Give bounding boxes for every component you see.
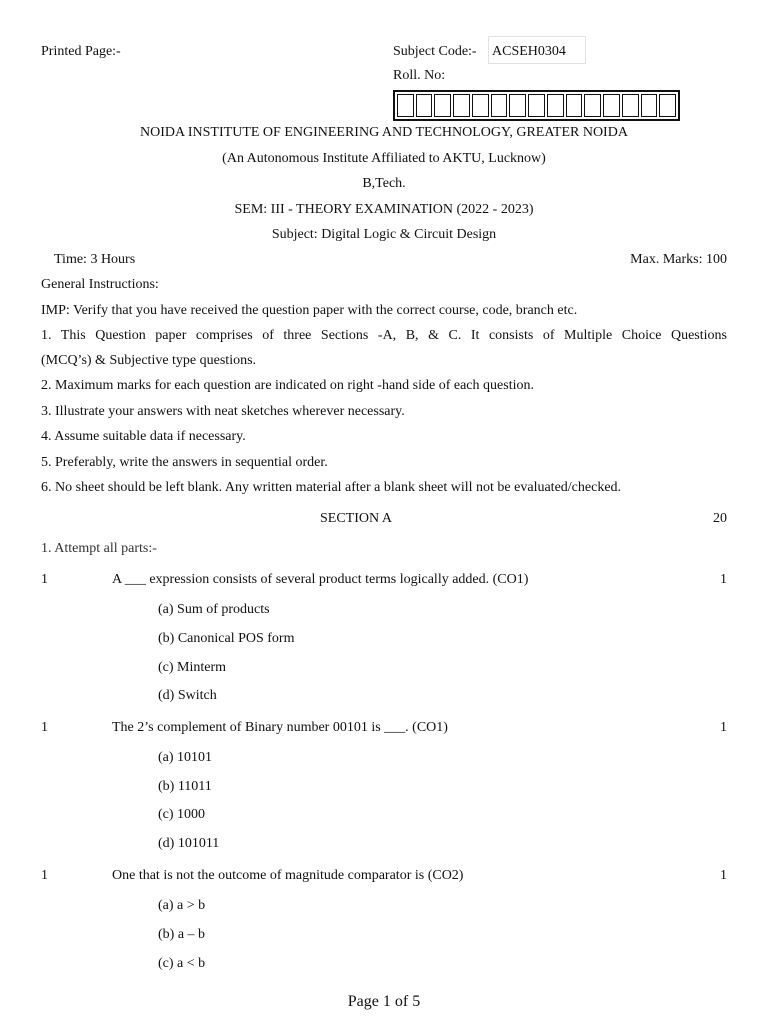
roll-number-cell[interactable] — [641, 94, 658, 117]
program-name: B,Tech. — [362, 176, 406, 191]
roll-number-cell[interactable] — [622, 94, 639, 117]
instruction-1-line-1: 1. This Question paper comprises of three Sections -A, B, & C. It consists of Multiple Choice Questions — [41, 328, 727, 343]
option: (d) Switch — [158, 688, 217, 703]
section-title: SECTION A — [320, 511, 392, 526]
question-number: 1 — [41, 868, 48, 883]
exam-title: SEM: III - THEORY EXAMINATION (2022 - 2023) — [234, 202, 534, 217]
question-text: One that is not the outcome of magnitude comparator is (CO2) — [112, 868, 464, 883]
roll-number-cell[interactable] — [509, 94, 526, 117]
roll-number-cell[interactable] — [434, 94, 451, 117]
option: (b) 11011 — [158, 779, 212, 794]
roll-number-cell[interactable] — [603, 94, 620, 117]
printed-page-label: Printed Page:- — [41, 44, 121, 59]
subject-code-label: Subject Code:- — [393, 44, 477, 59]
roll-number-cell[interactable] — [566, 94, 583, 117]
option: (d) 101011 — [158, 836, 220, 851]
instruction-imp: IMP: Verify that you have received the question paper with the correct course, code, branch etc. — [41, 303, 578, 318]
subject-title: Subject: Digital Logic & Circuit Design — [271, 227, 497, 242]
roll-number-cell[interactable] — [491, 94, 508, 117]
option: (c) Minterm — [158, 660, 227, 675]
option: (c) a < b — [158, 956, 206, 971]
roll-number-cell[interactable] — [584, 94, 601, 117]
roll-no-label: Roll. No: — [393, 68, 446, 83]
question-text: A ___ expression consists of several product terms logically added. (CO1) — [112, 572, 529, 587]
question-marks: 1 — [720, 720, 727, 735]
option: (a) 10101 — [158, 750, 213, 765]
question-marks: 1 — [720, 868, 727, 883]
roll-number-grid[interactable] — [393, 90, 680, 121]
option: (b) Canonical POS form — [158, 631, 295, 646]
max-marks-label: Max. Marks: 100 — [630, 252, 727, 267]
roll-number-cell[interactable] — [659, 94, 676, 117]
question-number: 1 — [41, 572, 48, 587]
option: (a) Sum of products — [158, 602, 270, 617]
institute-affiliation: (An Autonomous Institute Affiliated to AKTU, Lucknow) — [222, 151, 546, 166]
roll-number-cell[interactable] — [397, 94, 414, 117]
option: (a) a > b — [158, 898, 206, 913]
roll-number-cell[interactable] — [547, 94, 564, 117]
question-text: The 2’s complement of Binary number 00101 is ___. (CO1) — [112, 720, 448, 735]
question-number: 1 — [41, 720, 48, 735]
attempt-instruction: 1. Attempt all parts:- — [41, 541, 157, 556]
roll-number-cell[interactable] — [416, 94, 433, 117]
question-marks: 1 — [720, 572, 727, 587]
institute-name: NOIDA INSTITUTE OF ENGINEERING AND TECHNOLOGY, GREATER NOIDA — [140, 125, 628, 140]
instruction-5: 5. Preferably, write the answers in sequential order. — [41, 455, 328, 470]
section-marks: 20 — [713, 511, 727, 526]
instruction-2: 2. Maximum marks for each question are indicated on right -hand side of each question. — [41, 378, 534, 393]
instruction-6: 6. No sheet should be left blank. Any written material after a blank sheet will not be evaluated/checked. — [41, 480, 622, 495]
instructions-title: General Instructions: — [41, 277, 159, 292]
roll-number-cell[interactable] — [453, 94, 470, 117]
instruction-3: 3. Illustrate your answers with neat sketches wherever necessary. — [41, 404, 405, 419]
time-label: Time: 3 Hours — [54, 252, 136, 267]
option: (c) 1000 — [158, 807, 206, 822]
subject-code-value: ACSEH0304 — [492, 44, 566, 59]
page-number: Page 1 of 5 — [347, 993, 421, 1010]
instruction-1-line-2: (MCQ’s) & Subjective type questions. — [41, 353, 257, 368]
roll-number-cell[interactable] — [472, 94, 489, 117]
option: (b) a – b — [158, 927, 206, 942]
instruction-4: 4. Assume suitable data if necessary. — [41, 429, 246, 444]
roll-number-cell[interactable] — [528, 94, 545, 117]
